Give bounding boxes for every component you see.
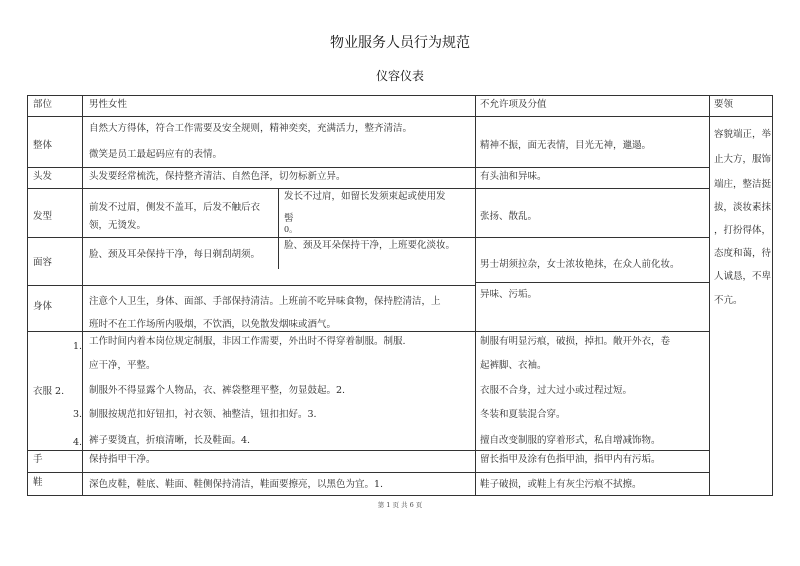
essentials-line: 止大方，服饰: [714, 154, 772, 165]
part-clothing: 衣服 2.: [33, 386, 65, 397]
part-hairstyle: 发型: [33, 211, 53, 222]
clothing-standard-line: 应干净，平整。: [89, 360, 156, 371]
hairstyle-female-line: 发长不过肩，如留长发须束起或使用发: [284, 191, 446, 202]
column-divider: [709, 95, 710, 496]
row-divider: [27, 450, 710, 451]
clothing-standard-line: 裤子要烫直，折痕清晰，长及鞋面。4.: [89, 435, 251, 446]
table-border-bottom: [27, 495, 773, 496]
part-hair: 头发: [33, 171, 53, 182]
body-forbidden: 异味、污垢。: [480, 289, 538, 300]
column-divider: [475, 95, 476, 496]
essentials-line: 不亢。: [714, 295, 743, 306]
body-standard-line: 注意个人卫生，身体、面部、手部保持清洁。上班前不吃异味食物，保持腔清洁，上: [89, 296, 441, 307]
row-divider: [27, 167, 710, 168]
clothing-forbidden-line: 起裤脚、衣袖。: [480, 360, 547, 371]
hairstyle-male-line: 领，无烫发。: [89, 220, 147, 231]
table-border-top: [27, 95, 773, 96]
page-footer: 第 1 页 共 6 页: [377, 501, 423, 509]
clothing-standard-line: 工作时间内着本岗位规定制服，非因工作需要，外出时不得穿着制服。制服.: [89, 336, 406, 347]
hairstyle-male-line: 前发不过眉，侧发不盖耳，后发不触后衣: [89, 202, 261, 213]
row-divider: [27, 237, 710, 238]
shoes-forbidden: 鞋子破损，或鞋上有灰尘污痕不拭擦。: [480, 479, 642, 490]
header-forbidden: 不允许项及分值: [480, 99, 547, 110]
clothing-item-number: 4.: [73, 437, 83, 448]
clothing-forbidden-line: 擅自改变制服的穿着形式，私自增减饰物。: [480, 435, 661, 446]
column-divider: [82, 95, 83, 496]
row-divider: [27, 116, 773, 117]
table-border-right: [772, 95, 773, 496]
overall-forbidden: 精神不振，面无表情，目光无神，邋遢。: [480, 140, 652, 151]
row-divider: [27, 472, 710, 473]
document-title: 物业服务人员行为规范: [330, 35, 470, 51]
shoes-standard: 深色皮鞋，鞋底、鞋面、鞋侧保持清洁，鞋面要擦亮，以黑色为宜。1.: [89, 479, 384, 490]
document-subtitle: 仪容仪表: [375, 69, 424, 83]
overall-standard-line: 微笑是员工最起码应有的表情。: [89, 149, 223, 160]
clothing-item-number: 3.: [73, 409, 83, 420]
essentials-line: ，打扮得体，: [714, 225, 772, 236]
part-shoes: 鞋: [33, 477, 43, 488]
header-standard: 男性女性: [89, 99, 128, 110]
hairstyle-female-line: 髻: [284, 213, 294, 224]
part-body: 身体: [33, 301, 53, 312]
part-overall: 整体: [33, 140, 53, 151]
row-divider: [27, 285, 475, 286]
hands-standard: 保持指甲干净。: [89, 454, 156, 465]
clothing-standard-line: 制服按规范扣好钮扣，衬衣领、袖整洁，钮扣扣好。3.: [89, 409, 317, 420]
clothing-forbidden-line: 制服有明显污痕，破损，掉扣。敞开外衣，卷: [480, 336, 671, 347]
face-forbidden: 男士胡须拉杂，女士浓妆艳抹，在众人前化妆。: [480, 259, 680, 270]
hands-forbidden: 留长指甲及涂有色指甲油，指甲内有污垢。: [480, 454, 661, 465]
row-divider: [475, 282, 710, 283]
body-standard-line: 班时不在工作场所内吸烟，不饮酒，以免散发烟味或酒气。: [89, 319, 337, 330]
header-part: 部位: [33, 99, 53, 110]
hairstyle-female-line: 0。: [284, 225, 298, 234]
clothing-standard-line: 制服外不得显露个人物品，衣、裤袋整理平整，勿显鼓起。2.: [89, 385, 346, 396]
header-essentials: 要领: [714, 99, 734, 110]
row-divider: [27, 188, 710, 189]
clothing-item-number: 1.: [73, 341, 83, 352]
hair-forbidden: 有头油和异味。: [480, 171, 547, 182]
hair-standard: 头发要经常梳洗，保持整齐清洁、自然色泽，切勿标新立异。: [89, 171, 346, 182]
essentials-line: 端庄，整洁挺: [714, 179, 772, 190]
essentials-line: 人诚恳，不卑: [714, 271, 772, 282]
clothing-forbidden-line: 冬装和夏装混合穿。: [480, 409, 566, 420]
face-female: 脸、颈及耳朵保持干净，上班要化淡妆。: [284, 240, 456, 251]
face-male: 脸、颈及耳朵保持干净，每日剃刮胡须。: [89, 249, 261, 260]
essentials-line: 容貌端正，举: [714, 129, 772, 140]
part-hands: 手: [33, 454, 43, 465]
table-border-left: [27, 95, 28, 496]
hairstyle-forbidden: 张扬、散乱。: [480, 211, 538, 222]
row-divider: [27, 331, 710, 332]
essentials-line: 拔，淡妆素抹: [714, 202, 772, 213]
column-divider: [278, 188, 279, 269]
essentials-line: 态度和蔼，待: [714, 248, 772, 259]
overall-standard-line: 自然大方得体，符合工作需要及安全规则，精神奕奕，充满活力，整齐清洁。: [89, 123, 413, 134]
clothing-forbidden-line: 衣服不合身，过大过小或过程过短。: [480, 385, 633, 396]
part-face: 面容: [33, 257, 53, 268]
